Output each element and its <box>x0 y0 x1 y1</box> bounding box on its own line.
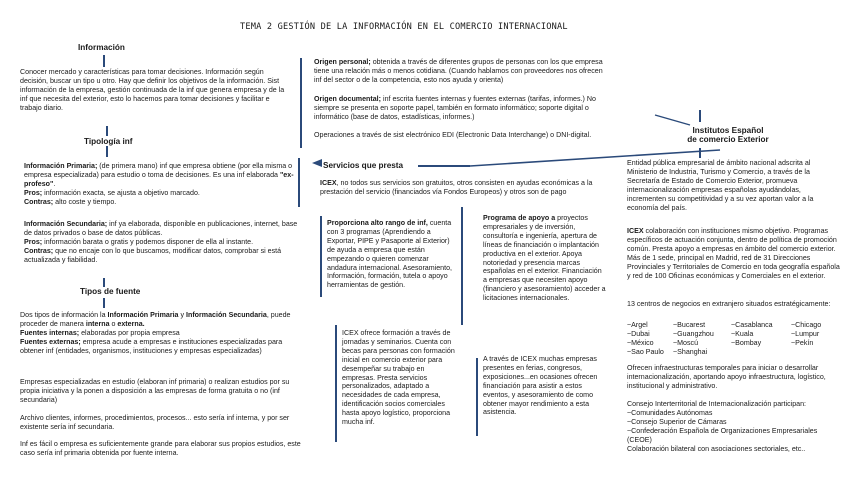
right-icex-label: ICEX <box>627 227 644 235</box>
icex-servicios <box>320 179 618 197</box>
city-item: ~Chicago <box>791 321 822 329</box>
city-item: ~Sao Paulo <box>627 347 664 356</box>
operaciones-text: Operaciones a través de sist electrónico EDI (Electronic Data Interchange) o DNI-digital. <box>314 131 592 139</box>
city-item: ~Moscú <box>673 338 699 347</box>
programa-label: Programa de apoyo a <box>483 214 556 222</box>
contras2-text: que no encaje con lo que buscamos, modificar datos, comprobar si está actualizada y fiabilidad. <box>24 246 282 264</box>
servicios-arrow-head <box>312 159 322 167</box>
cities-grid <box>627 321 841 357</box>
city-item: ~Argel <box>627 321 648 329</box>
origen-documental <box>314 95 612 122</box>
colaboracion-text: Colaboración bilateral con asociaciones sectoriales, etc.. <box>627 444 806 453</box>
city-item: ~Kuala <box>731 329 754 338</box>
icex-label: ICEX <box>320 179 337 187</box>
consejo-text: Consejo Interterritorial de Internacionalización participan: <box>627 400 807 408</box>
city-item: ~Pekín <box>791 338 814 347</box>
archivo-text: Archivo clientes, informes, procedimientos, procesos... esto sería inf interna, y por ser existente sería inf secundaria. <box>20 414 290 431</box>
icex-text: , no todos sus servicios son gratuitos, otros consisten en ayudas económicas a la prestación del servicio (financiados vía Fondos Europeos) y otros son de pago <box>320 179 593 196</box>
origen-documental-text: inf escrita fuentes internas y fuentes externas (tarifas, informes.) No siempre se presenta en soporte papel, también en formato informático; soporte digital o informático (base de datos, estadísticas, informes.) <box>314 95 596 121</box>
empresas-text: Empresas especializadas en estudio (elaboran inf primaria) o realizan estudios por su propia iniciativa y la ponen a disposición a las empresas de forma gratuita o no (inf secundaria) <box>20 378 290 404</box>
consejo-block <box>627 400 841 453</box>
page-title: TEMA 2 GESTIÓN DE LA INFORMACIÓN EN EL COMERCIO INTERNACIONAL <box>240 22 568 32</box>
city-item: ~Bucarest <box>673 321 706 329</box>
icex-colaboracion <box>627 227 841 280</box>
ferias-text: A través de ICEX muchas empresas presentes en ferias, congresos, exposiciones...en ocasiones ofrecen financiación para asistir a estos eventos, y asesoramiento de como obtener mayor rendimiento a esta asistencia. <box>483 355 598 417</box>
secundaria-text: inf ya elaborada, disponible en publicaciones, internet, base de datos privados o base de datos públicas. <box>24 220 298 237</box>
consejo-item: ~Confederación Española de Organizaciones Empresariales (CEOE) <box>627 426 818 444</box>
fuente-p1-g: o <box>109 319 118 328</box>
externas-label: Fuentes externas; <box>20 337 81 346</box>
fuente-p1-e: , puede proceder de manera <box>20 311 291 328</box>
internas-label: Fuentes internas; <box>20 328 80 337</box>
origen-personal-text: obtenida a través de diferentes grupos de personas con los que empresa tiene una relación más o menos cotidiana. (Cuando hablamos con proveedores nos ofrecen inf del sector o de la competencia, esto nos ayuda y orienta) <box>314 58 603 84</box>
fuente-p1-h: externa. <box>117 319 145 328</box>
primaria-block <box>24 162 306 207</box>
city-item: ~México <box>627 338 654 347</box>
contras1-text: alto coste y tiempo. <box>53 197 117 206</box>
fuente-p1-a: Dos tipos de información la <box>20 311 108 319</box>
city-item: ~Guangzhou <box>673 329 714 338</box>
prop-text: cuenta con 3 programas (Aprendiendo a Exportar, PIPE y Pasaporte al Exterior) de ayuda a empresa que están empezando o quieren comenzar andadura internacional. Asesoramiento, Información, formación, tutela o apoyo herramientas de gestión. <box>327 219 453 290</box>
primaria-text: (de primera mano) inf que empresa obtiene (por ella misma o empresa especializada) para estudio o toma de decisiones. Es una inf elaborada <box>24 162 293 179</box>
informacion-text: Conocer mercado y características para tomar decisiones. Información según decisión, buscar un tipo u otro. Hay que definir los objetivos de la información. Sist información de la empresa, gestión continuada de la inf que genera empresa y de la inf que necesita del exterior, esto lo hacemos para tomar decisiones y facilitar e trabajo diario. <box>20 68 285 112</box>
internas-text: elaboradas por propia empresa <box>79 328 180 337</box>
centros-text: 13 centros de negocios en extranjero situados estratégicamente: <box>627 300 831 308</box>
city-item: ~Lumpur <box>791 329 820 338</box>
proporciona-block <box>327 219 455 290</box>
instituto-heading-line1: Institutos Español <box>692 126 764 135</box>
servicios-heading: Servicios que presta <box>323 161 404 170</box>
fuente-p1-f: interna <box>85 319 110 328</box>
secundaria-block <box>24 220 306 265</box>
inf-text: Inf es fácil o empresa es suficientemente grande para elaborar sus propios estudios, este caso sería inf primaria obtenida por fuente interna. <box>20 440 301 457</box>
origen-personal <box>314 58 612 85</box>
right-icex-text: colaboración con instituciones mismo objetivo. Programas específicos de actuación conjunta, dentro de política de promoción común. Presta apoyo a empresas en ámbito del comercio exterior. Más de 1 sede, principal en Madrid, red de 31 Direcciones Provinciales y Territoriales de Comercio en toda geografía española y red de 100 Oficinas económicas y Comerciales en el exterior. <box>627 227 840 280</box>
contras1-label: Contras; <box>24 197 54 206</box>
consejo-item: ~Consejo Superior de Cámaras <box>627 417 727 426</box>
pros1-text: información exacta, se ajusta a objetivo marcado. <box>42 188 200 197</box>
programa-text: proyectos empresariales y de inversión, consultoría e ingeniería, apertura de líneas de financiación o implantación productiva en el exterior. Apoya notoriedad y presencia marcas españolas en el exterior. Financiación a empresas que necesiten apoyo (financiero y asesoramiento) acceder a licitaciones internacionales. <box>483 214 606 303</box>
fuente-p1-d: Información Secundaria <box>186 311 267 319</box>
line-instituto-up <box>655 115 690 125</box>
primaria-quote: "ex-profeso" <box>24 170 294 188</box>
tipologia-heading: Tipología inf <box>84 137 133 146</box>
ofrecen-text: Ofrecen infraestructuras temporales para iniciar o desarrollar internacionalización, aportando apoyo infraestructura, logístico, institucional y administrativo. <box>627 364 826 390</box>
fuente-p1-b: Información Primaria <box>107 311 179 319</box>
city-item: ~Dubai <box>627 329 650 338</box>
city-item: ~Bombay <box>731 338 762 347</box>
entidad-text: Entidad pública empresarial de ámbito nacional adscrita al Ministerio de Industria, Turismo y Comercio, a través de la Secretaría de Estado de Comercio Exterior, promueva internacionalización empresas españolas ayudándolas, incrementen su competitividad y a su vez aportan valor a la economía del país. <box>627 159 814 212</box>
primaria-end: . <box>53 179 56 188</box>
prop-label: Proporciona alto rango de inf, <box>327 219 428 227</box>
consejo-item: ~Comunidades Autónomas <box>627 408 713 417</box>
secundaria-label: Información Secundaria; <box>24 220 108 228</box>
pros2-label: Pros; <box>24 237 43 246</box>
city-item: ~Casablanca <box>731 321 773 329</box>
primaria-label: Información Primaria; <box>24 162 98 170</box>
fuente-heading: Tipos de fuente <box>80 287 141 296</box>
origen-documental-label: Origen documental; <box>314 95 382 103</box>
origen-personal-label: Origen personal; <box>314 58 371 66</box>
externas-text: empresa acude a empresas e instituciones especializadas para obtener inf (entidades, organismos, instituciones y empresas especializadas) <box>20 337 283 355</box>
instituto-heading <box>678 126 778 144</box>
fuente-block <box>20 311 302 356</box>
contras2-label: Contras; <box>24 246 54 255</box>
pros2-text: información barata o gratis y podemos disponer de ella al instante. <box>42 237 254 246</box>
programa-block <box>483 214 607 303</box>
pros1-label: Pros; <box>24 188 43 197</box>
icex-formacion: ICEX ofrece formación a través de jornadas y seminarios. Cuenta con becas para personas con formación inicial en comercio exterior para desempeñar su trabajo en empresas. Presta servicios personalizados, adaptado a necesidades de cada empresa, identificación socios comerciales hasta apoyo logístico, proporciona mucha inf. <box>342 329 455 427</box>
city-item: ~Shanghai <box>673 347 708 356</box>
instituto-heading-line2: de comercio Exterior <box>687 135 769 144</box>
fuente-p1-c: y <box>178 311 187 319</box>
informacion-heading: Información <box>78 43 125 52</box>
